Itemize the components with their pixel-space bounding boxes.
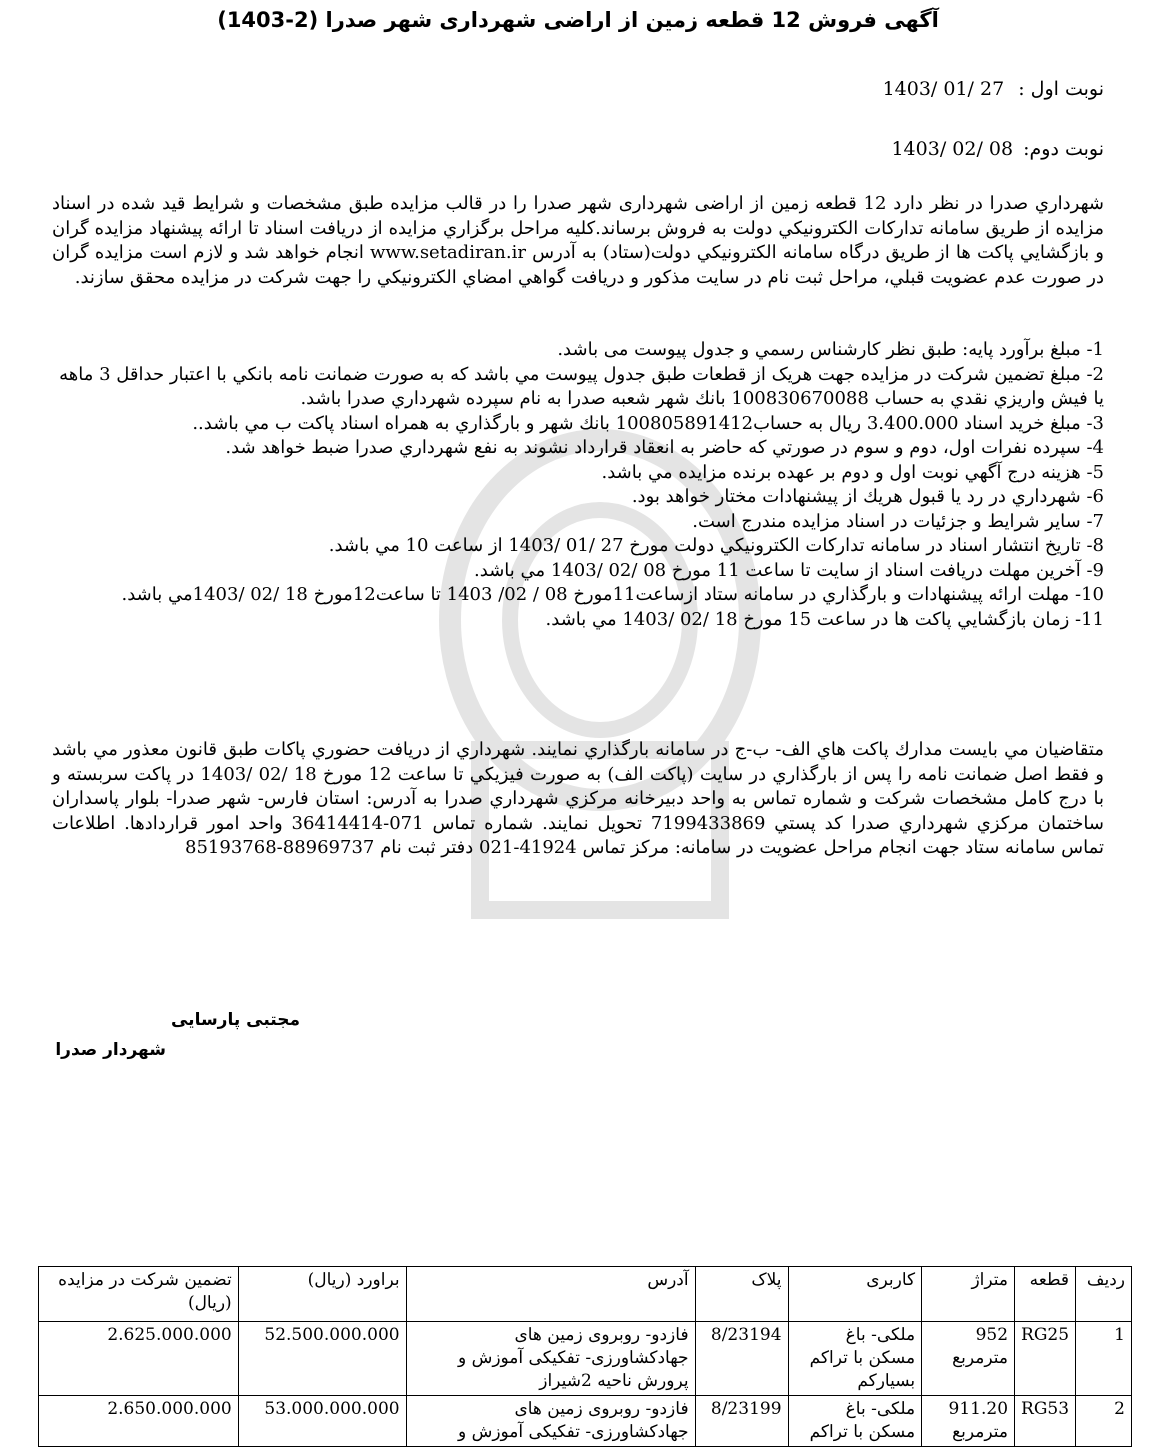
- column-header: کاربری: [788, 1267, 922, 1322]
- table-cell: فازدو- روبروی زمین های جهادکشاورزی- تفکیکی آموزش و پرورش ناحیه 2شیراز: [406, 1322, 695, 1396]
- column-header: آدرس: [406, 1267, 695, 1322]
- condition-item: 2- مبلغ تضمين شركت در مزايده جهت هریک از قطعات طبق جدول پیوست مي باشد که به صورت ضمانت نامه بانکي با اعتبار حداقل 3 ماهه یا فيش واريزي نقدي به حساب 100830670088 بانك شهر شعبه صدرا به نام سپرده شهرداري صدرا باشد.: [59, 363, 1104, 409]
- intro-paragraph: شهرداري صدرا در نظر دارد 12 قطعه زمین از اراضی شهرداری شهر صدرا را در قالب مزايده طبق مشخصات و شرايط قيد شده در اسناد مزايده از طريق سامانه تداركات الكترونيكي دولت به فروش برساند.كليه مراحل برگزاري مزايده از دريافت اسناد تا ارائه پيشنهاد مزايده گران و بازگشايي پاكت ها از طريق درگاه سامانه الكترونيكي دولت(ستاد) به آدرس www.setadiran.ir انجام خواهد شد و لازم است مزايده گران در صورت عدم عضويت قبلي، مراحل ثبت نام در سايت مذكور و دريافت گواهي امضاي الكترونيكي را جهت شركت در مزايده محقق سازند.: [52, 193, 1105, 288]
- column-header: تضمین شرکت در مزایده (ریال): [39, 1267, 239, 1322]
- parcels-table: [38, 1266, 1132, 1447]
- condition-item: 10- مهلت ارائه پيشنهادات و بارگذاري در سامانه ستاد ازساعت11مورخ 08 / 02/ 1403 تا ساعت12مورخ 18 /02 /1403مي باشد.: [121, 584, 1104, 605]
- table-row: [39, 1396, 1132, 1447]
- table-row: [39, 1322, 1132, 1396]
- condition-item: 4- سپرده نفرات اول، دوم و سوم در صورتي كه حاضر به انعقاد قرارداد نشوند به نفع شهرداري صدرا ضبط خواهد شد.: [225, 437, 1104, 458]
- first-publication-date: 1403/ 01/ 27: [882, 78, 1005, 100]
- condition-item: 1- مبلغ برآورد پایه: طبق نظر كارشناس رسمي و جدول پیوست می باشد.: [557, 339, 1104, 360]
- table-cell: 52.500.000.000: [238, 1322, 406, 1396]
- table-cell: 952 مترمربع: [922, 1322, 1015, 1396]
- table-cell: RG53: [1015, 1396, 1076, 1447]
- table-cell: 8/23194: [695, 1322, 788, 1396]
- condition-item: 8- تاريخ انتشار اسناد در سامانه تداركات الكترونيكي دولت مورخ 27 /01 /1403 از ساعت 10 مي باشد.: [328, 535, 1104, 556]
- second-publication-label: نوبت دوم:: [1023, 138, 1104, 160]
- column-header: ردیف: [1076, 1267, 1132, 1322]
- table-header-row: [39, 1267, 1132, 1322]
- table-cell: 2.650.000.000: [39, 1396, 239, 1447]
- table-cell: 2.625.000.000: [39, 1322, 239, 1396]
- first-publication-label: نوبت اول :: [1018, 78, 1104, 100]
- condition-item: 11- زمان بازگشايي پاكت ها در ساعت 15 مورخ 18 /02 /1403 مي باشد.: [545, 608, 1104, 630]
- signatory-position: شهردار صدرا: [55, 1040, 166, 1060]
- table-cell: 1: [1076, 1322, 1132, 1396]
- condition-item: 7- ساير شرايط و جزئيات در اسناد مزايده مندرج است.: [692, 510, 1104, 532]
- second-publication: [891, 138, 1104, 160]
- column-header: براورد (ریال): [238, 1267, 406, 1322]
- table-cell: 53.000.000.000: [238, 1396, 406, 1447]
- condition-item: 5- هزينه درج آگهي نوبت اول و دوم بر عهده برنده مزايده مي باشد.: [601, 461, 1104, 483]
- applicants-paragraph: متقاضيان مي بايست مدارك پاكت هاي الف- ب-ج در سامانه بارگذاري نمايند. شهرداري از دريافت حضوري پاكات طبق قانون معذور مي باشد و فقط اصل ضمانت نامه را پس از بارگذاري در سايت (پاكت الف) به صورت فيزيكي تا ساعت 12 مورخ 18 /02 /1403 در پاكت سربسته و با درج كامل مشخصات شركت و شماره تماس به واحد دبيرخانه مركزي شهرداري صدرا به آدرس: استان فارس- شهر صدرا- بلوار پاسداران ساختمان مركزي شهرداري صدرا كد پستي 7199433869 تحويل نمايند. شماره تماس 071-36414414 واحد امور قراردادها. اطلاعات تماس سامانه ستاد جهت انجام مراحل عضويت در سامانه: مركز تماس 41924-021 دفتر ثبت نام 88969737-85193768: [52, 739, 1104, 858]
- table-cell: ملکی- باغ مسکن با تراکم بسیارکم: [788, 1322, 922, 1396]
- table-cell: 2: [1076, 1396, 1132, 1447]
- table-cell: فازدو- روبروی زمین های جهادکشاورزی- تفکیکی آموزش و: [406, 1396, 695, 1447]
- table-cell: RG25: [1015, 1322, 1076, 1396]
- first-publication: [883, 78, 1104, 100]
- condition-item: 3- مبلغ خرید اسناد 3.400.000 ریال به حساب100805891412 بانك شهر و بارگذاري به همراه اسناد پاكت ب مي باشد..: [192, 412, 1104, 434]
- column-header: پلاک: [695, 1267, 788, 1322]
- table-cell: ملکی- باغ مسکن با تراکم: [788, 1396, 922, 1447]
- column-header: متراژ: [922, 1267, 1015, 1322]
- table-cell: 911.20 مترمربع: [922, 1396, 1015, 1447]
- signatory-name: مجتبی پارسایی: [170, 1010, 300, 1030]
- table-cell: 8/23199: [695, 1396, 788, 1447]
- conditions-list: [52, 338, 1104, 632]
- announcement-title: آگهی فروش 12 قطعه زمین از اراضی شهرداری شهر صدرا (2-1403): [217, 8, 939, 32]
- condition-item: 6- شهرداري در رد يا قبول هريك از پيشنهادات مختار خواهد بود.: [631, 486, 1104, 507]
- second-publication-date: 1403/ 02/ 08: [891, 138, 1014, 160]
- column-header: قطعه: [1015, 1267, 1076, 1322]
- condition-item: 9- آخرين مهلت دريافت اسناد از سايت تا ساعت 11 مورخ 08 /02 /1403 مي باشد.: [474, 559, 1104, 581]
